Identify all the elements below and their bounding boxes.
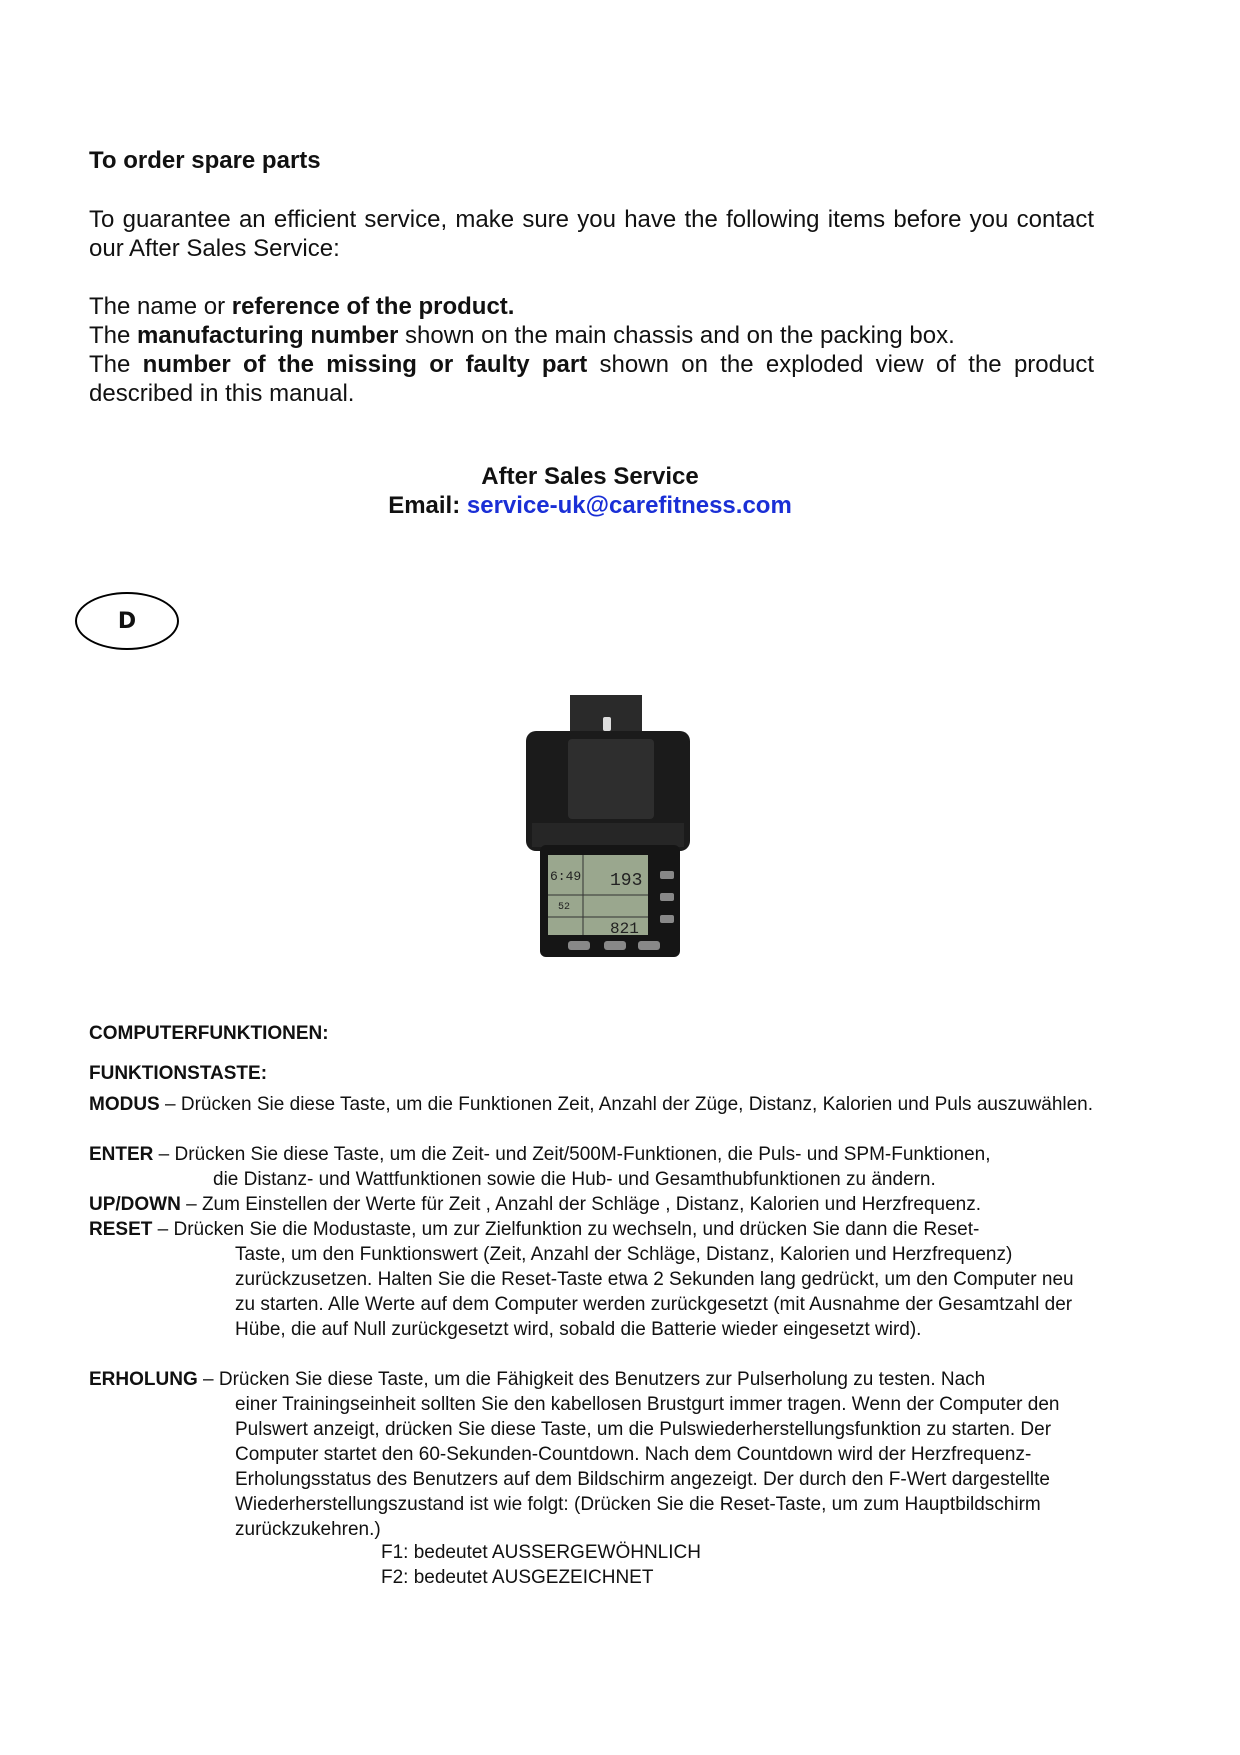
functions-heading: COMPUTERFUNKTIONEN:	[89, 1023, 329, 1044]
recovery-f2: F2: bedeutet AUSGEZEICHNET	[381, 1567, 654, 1588]
modus-key: MODUS	[89, 1094, 160, 1115]
lcd-value-top: 193	[610, 871, 643, 891]
monitor-button-1	[660, 871, 674, 879]
recovery-f1: F1: bedeutet AUSSERGEWÖHNLICH	[381, 1542, 701, 1563]
lcd-value-mid: 52	[558, 902, 571, 913]
email-link[interactable]: service-uk@carefitness.com	[466, 492, 792, 519]
order-item-reference: The name or reference of the product.	[89, 293, 515, 320]
lcd-time: 6:49	[550, 869, 582, 884]
reset-key: RESET	[89, 1219, 153, 1240]
updown-description: UP/DOWN – Zum Einstellen der Werte für Zeit , Anzahl der Schläge , Distanz, Kalorien und Herzfrequenz.	[89, 1194, 981, 1215]
order-items	[89, 292, 1094, 408]
monitor-button-4	[568, 941, 590, 950]
erholung-key: ERHOLUNG	[89, 1369, 198, 1390]
enter-key: ENTER	[89, 1144, 154, 1165]
enter-description: ENTER – Drücken Sie diese Taste, um die Zeit- und Zeit/500M-Funktionen, die Puls- und SPM-Funktionen, die Distanz- und Wattfunktionen sowie die Hub- und Gesamthubfunktionen zu ändern.	[89, 1144, 991, 1190]
reset-description: RESET – Drücken Sie die Modustaste, um zur Zielfunktion zu wechseln, und drücken Sie dann die Reset- Taste, um den Funktionswert (Zeit, Anzahl der Schläge, Distanz, Kalorien und Herzfrequenz) zurückzusetzen. Halten Sie die Reset-Taste etwa 2 Sekunden lang gedrückt, um den Computer neu zu starten. Alle Werte auf dem Computer werden zurückgesetzt (mit Ausnahme der Gesamtzahl der Hübe, die auf Null zurückgesetzt wird, sobald die Batterie wieder eingesetzt wird).	[89, 1219, 1074, 1340]
updown-key: UP/DOWN	[89, 1194, 181, 1215]
erholung-description: ERHOLUNG – Drücken Sie diese Taste, um die Fähigkeit des Benutzers zur Pulserholung zu testen. Nach einer Trainingseinheit sollten Sie den kabellosen Brustgurt immer tragen. Wenn der Computer den Pulswert anzeigt, drücken Sie diese Taste, um die Pulswiederherstellungsfunktion zu starten. Der Computer startet den 60-Sekunden-Countdown. Nach dem Countdown wird der Herzfrequenz-Erholungsstatus des Benutzers auf dem Bildschirm angezeigt. Der durch den F-Wert dargestellte Wiederherstellungszustand ist wie folgt: (Drücken Sie die Reset-Taste, um zum Hauptbildschirm zurückzukehren.)	[89, 1369, 1060, 1540]
order-intro: To guarantee an efficient service, make sure you have the following items before you contact our After Sales Service:	[89, 206, 1094, 262]
monitor-button-5	[604, 941, 626, 950]
email-label: Email:	[388, 492, 467, 519]
service-email-line	[0, 492, 1180, 520]
monitor-button-3	[660, 915, 674, 923]
rowing-monitor-image	[520, 695, 700, 960]
service-title: After Sales Service	[481, 463, 699, 490]
language-badge: D	[75, 592, 179, 650]
modus-description: MODUS – Drücken Sie diese Taste, um die Funktionen Zeit, Anzahl der Züge, Distanz, Kalorien und Puls auszuwählen.	[89, 1094, 1094, 1115]
functions-subheading: FUNKTIONSTASTE:	[89, 1063, 268, 1084]
monitor-button-6	[638, 941, 660, 950]
order-heading: To order spare parts	[89, 147, 321, 174]
order-item-part-number: The number of the missing or faulty part shown on the exploded view of the product described in this manual.	[89, 351, 1094, 407]
monitor-button-2	[660, 893, 674, 901]
order-item-manufacturing: The manufacturing number shown on the main chassis and on the packing box.	[89, 322, 955, 349]
lcd-value-bottom: 821	[610, 920, 639, 938]
